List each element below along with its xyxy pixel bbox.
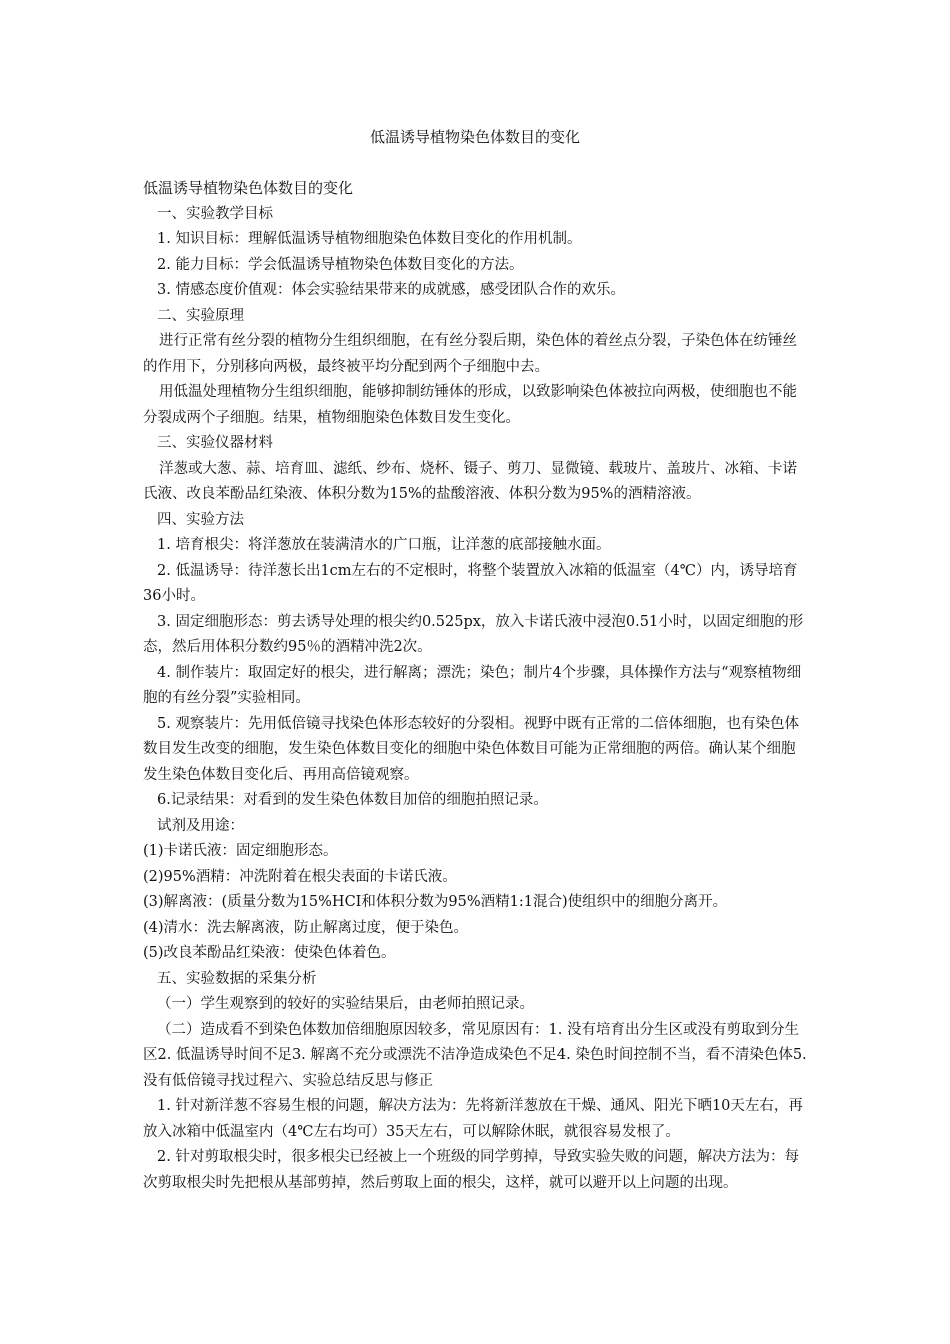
paragraph-principle-mitosis: 进行正常有丝分裂的植物分生组织细胞，在有丝分裂后期，染色体的着丝点分裂，子染色体在纺锤丝的作用下，分别移向两极，最终被平均分配到两个子细胞中去。	[143, 333, 797, 375]
list-item-reagent-water: (4)清水：洗去解离液，防止解离过度，便于染色。	[143, 919, 469, 936]
paragraph-analysis-reasons: （二）造成看不到染色体数加倍细胞原因较多，常见原因有：1. 没有培育出分生区或没有剪取到分生区2. 低温诱导时间不足3. 解离不充分或漂洗不洁净造成染色不足4. 染色时间控制不当，看不清染色体5. 没有低倍镜寻找过程六、实验总结反思与修正	[143, 1021, 807, 1089]
list-item-reflection-cutting: 2. 针对剪取根尖时，很多根尖已经被上一个班级的同学剪掉，导致实验失败的问题，解决方法为：每次剪取根尖时先把根从基部剪掉，然后剪取上面的根尖，这样，就可以避开以上问题的出现。	[143, 1149, 799, 1191]
list-item-reagent-carnoy: (1)卡诺氏液：固定细胞形态。	[143, 843, 338, 859]
list-item-method-record: 6.记录结果：对看到的发生染色体数目加倍的细胞拍照记录。	[157, 792, 548, 808]
list-item-method-cultivate: 1. 培育根尖：将洋葱放在装满清水的广口瓶，让洋葱的底部接触水面。	[157, 537, 611, 553]
list-item-method-induce: 2. 低温诱导：待洋葱长出1cm左右的不定根时，将整个装置放入冰箱的低温室（4℃）内，诱导培育36小时。	[143, 562, 798, 604]
list-item-reflection-rooting: 1. 针对新洋葱不容易生根的问题，解决方法为：先将新洋葱放在干燥、通风、阳光下晒10天左右，再放入冰箱中低温室内（4℃左右均可）35天左右，可以解除休眠，就很容易发根了。	[143, 1098, 803, 1140]
paragraph-materials-list: 洋葱或大葱、蒜、培育皿、滤纸、纱布、烧杯、镊子、剪刀、显微镜、载玻片、盖玻片、冰箱、卡诺氏液、改良苯酚品红染液、体积分数为15%的盐酸溶液、体积分数为95%的酒精溶液。	[143, 460, 797, 502]
list-item-method-observe: 5. 观察装片：先用低倍镜寻找染色体形态较好的分裂相。视野中既有正常的二倍体细胞，也有染色体数目发生改变的细胞，发生染色体数目变化的细胞中染色体数目可能为正常细胞的两倍。确认某个细胞发生染色体数目变化后、再用高倍镜观察。	[143, 715, 799, 783]
list-item-objective-attitude: 3. 情感态度价值观：体会实验结果带来的成就感，感受团队合作的欢乐。	[157, 282, 625, 298]
list-item-objective-knowledge: 1. 知识目标：理解低温诱导植物细胞染色体数目变化的作用机制。	[157, 231, 582, 247]
document-body	[143, 176, 808, 1196]
paragraph-analysis-results: （一）学生观察到的较好的实验结果后，由老师拍照记录。	[157, 996, 534, 1012]
section-heading-principle: 二、实验原理	[157, 307, 244, 324]
section-heading-methods: 四、实验方法	[157, 511, 244, 528]
reagents-heading: 试剂及用途：	[157, 817, 244, 834]
section-heading-objectives: 一、实验教学目标	[157, 205, 273, 222]
list-item-method-fix: 3. 固定细胞形态：剪去诱导处理的根尖约0.525px，放入卡诺氏液中浸泡0.51小时，以固定细胞的形态，然后用体积分数约95％的酒精冲洗2次。	[143, 613, 804, 655]
paragraph-principle-low-temperature: 用低温处理植物分生组织细胞，能够抑制纺锤体的形成，以致影响染色体被拉向两极，使细胞也不能分裂成两个子细胞。结果，植物细胞染色体数目发生变化。	[143, 384, 797, 426]
list-item-method-prepare-slide: 4. 制作装片：取固定好的根尖，进行解离；漂洗；染色；制片4个步骤，具体操作方法与“观察植物细胞的有丝分裂”实验相同。	[143, 664, 802, 706]
list-item-reagent-stain: (5)改良苯酚品红染液：使染色体着色。	[143, 945, 396, 961]
document-title: 低温诱导植物染色体数目的变化	[369, 128, 580, 146]
list-item-reagent-alcohol: (2)95%酒精：冲洗附着在根尖表面的卡诺氏液。	[143, 868, 457, 885]
list-item-objective-ability: 2. 能力目标：学会低温诱导植物染色体数目变化的方法。	[157, 256, 524, 273]
document-subtitle: 低温诱导植物染色体数目的变化	[143, 179, 354, 197]
list-item-reagent-dissociation: (3)解离液：(质量分数为15%HCI和体积分数为95%酒精1:1混合)使组织中的细胞分离开。	[143, 894, 728, 910]
section-heading-analysis: 五、实验数据的采集分析	[157, 970, 317, 987]
section-heading-materials: 三、实验仪器材料	[157, 435, 273, 451]
